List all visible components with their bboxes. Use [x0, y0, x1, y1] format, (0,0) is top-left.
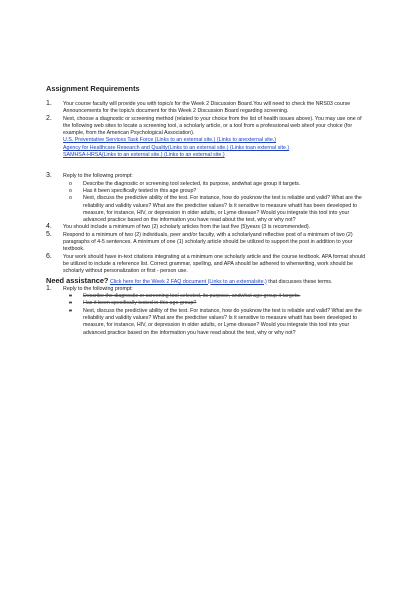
page-title: Assignment Requirements: [46, 84, 140, 93]
item-number: 6.: [46, 252, 52, 260]
need-assistance-label: Need assistance?: [46, 275, 109, 285]
sub-item-text: Describe the diagnostic or screening tool selected, its purpose, andwhat age group it targets.: [83, 180, 301, 187]
sub-item: [63, 308, 368, 337]
item-text: Respond to a minimum of two (2) individuals, peer and/or faculty, with a scholarlyand reflective post of a minimum of two (2) paragraphs of 4-5 sentences. A minimum of one (1) scholarly article should be utilized to support the post in addition to your textbook.: [63, 231, 353, 253]
sub-item-text: Next, discuss the predictive ability of the test. For instance, how do youknow the test is reliable and valid? What are the reliability and validity values? What are the predictive values? Is it sensitive to measure whatit has been developed to measure, for instance, HIV, or depression in older adults, or Lyme disease? Would you integrate this tool into your advanced practice based on the information you have read about the test, why or why not?: [83, 307, 362, 336]
document-page: [46, 84, 368, 337]
item-number: 1.: [46, 284, 52, 292]
sub-item: [63, 195, 368, 224]
list-item: [46, 224, 368, 231]
item-text: You should include a minimum of two (2) scholarly articles from the last five (5)years (3 is recommended).: [63, 224, 311, 231]
item-text: Reply to the following prompt:: [63, 173, 133, 180]
item-text: Next, choose a diagnostic or screening method (related to your choice from the list of health issues above). You may use one of the following web sites to locate a screening tool, a scholarly article, or a tool from a professional web siteof your choice (for example, from the American Psychological Association).: [63, 115, 362, 137]
link-uspstf[interactable]: U.S. Preventative Services Task Force (Links to an external site.) (Links to anexternal site.): [63, 137, 277, 144]
prompt-sublist: [63, 181, 368, 225]
list-item: [46, 232, 368, 254]
bullet-icon: o: [69, 195, 72, 202]
link-samhsa[interactable]: SAMHSA-HRSA(Links to an external site.) (Links to an external site.): [63, 152, 225, 159]
item-number: 4.: [46, 223, 52, 231]
requirements-list: [46, 101, 368, 276]
need-assistance-after: that discusses these terms.: [268, 278, 333, 285]
bullet-icon: o: [69, 293, 72, 300]
sub-item: [63, 293, 368, 300]
list-item: [46, 173, 368, 224]
list-item: [46, 101, 368, 116]
sub-item: [63, 300, 368, 307]
sub-item-text: Describe the diagnostic or screening tool selected, its purpose, andwhat age group it targets.: [83, 293, 301, 300]
item-text: Your work should have in-text citations integrating at a minimum one scholarly article and the course textbook. APA format should be utilized to include a reference list. Correct grammar, spelling, and APA should be adhered to whenwriting, work should be scholarly without personalization or first - person use.: [63, 253, 366, 275]
bullet-icon: o: [69, 180, 72, 187]
sub-item-text: Has it been specifically tested in this age group?: [83, 187, 197, 194]
resource-links: [63, 137, 368, 159]
sub-item: [63, 181, 368, 188]
sub-item-text: Next, discuss the predictive ability of the test. For instance, how do youknow the test is reliable and valid? What are the reliability and validity values? What are the predictive values? Is it sensitive to measure whatit has been developed to measure, for instance, HIV, or depression in older adults, or Lyme disease? Would you integrate this tool into your advanced practice based on the information you have read about the test, why or why not?: [83, 195, 362, 224]
bullet-icon: o: [69, 300, 72, 307]
faq-link[interactable]: Click here for the Week 2 FAQ document (Links to an externalsite.): [109, 278, 267, 285]
repeated-prompt-list: [46, 286, 368, 337]
item-number: 2.: [46, 114, 52, 122]
item-number: 5.: [46, 230, 52, 238]
prompt-sublist: [63, 293, 368, 337]
sub-item: [63, 188, 368, 195]
item-number: 3.: [46, 172, 52, 180]
list-item: [46, 286, 368, 337]
sub-item-text: Has it been specifically tested in this age group?: [83, 300, 197, 307]
list-item: [46, 116, 368, 174]
item-text: Your course faculty will provide you with topic/s for the Week 2 Discussion Board.You will need to check the NRS03 course Announcements for the topic/s document for this Week 2 Discussion Board regarding screening.: [63, 101, 351, 115]
bullet-icon: o: [69, 187, 72, 194]
link-ahrq[interactable]: Agency for Healthcare Research and Quality(Links to an external site.) (Links toan external site.): [63, 144, 290, 151]
item-number: 1.: [46, 100, 52, 107]
need-assistance: [46, 277, 368, 286]
list-item: [46, 254, 368, 276]
item-text: Reply to the following prompt:: [63, 285, 133, 292]
bullet-icon: o: [69, 307, 72, 314]
